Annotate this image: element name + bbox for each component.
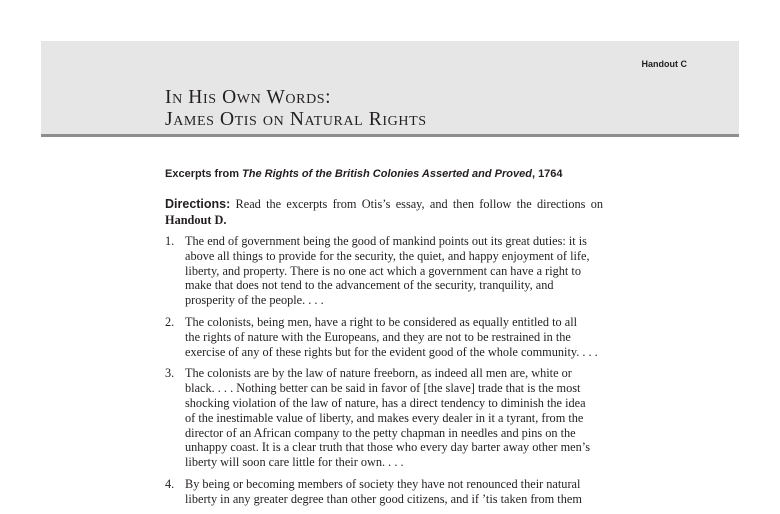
excerpt-line: The colonists are by the law of nature freeborn, as indeed all men are, white or xyxy=(185,366,572,381)
excerpt-line: prosperity of the people. . . . xyxy=(185,293,324,308)
excerpt-line: unhappy coast. It is a clear truth that those who every day barter away other men’s xyxy=(185,440,590,455)
excerpt-item xyxy=(165,315,605,359)
excerpt-line: the rights of nature with the Europeans, and they are not to be restrained in the xyxy=(185,329,571,344)
excerpt-line: of the inestimable value of liberty, and makes every dealer in it a tyrant, from the xyxy=(185,410,584,425)
excerpt-line: liberty will soon care little for their own. . . . xyxy=(185,455,404,470)
excerpt-line: above all things to provide for the security, the quiet, and happy enjoyment of life, xyxy=(185,248,590,263)
source-line xyxy=(165,168,563,180)
excerpt-line: shocking violation of the law of nature, has a direct tendency to diminish the idea xyxy=(185,395,586,410)
header-rule xyxy=(41,134,739,137)
title-line-1: In His Own Words: xyxy=(165,87,332,108)
source-work-title: The Rights of the British Colonies Asserted and Proved xyxy=(242,168,532,180)
excerpt-line: The colonists, being men, have a right to be considered as equally entitled to all xyxy=(185,314,578,329)
excerpt-line: director of an African company to the petty chapman in needles and pins on the xyxy=(185,425,576,440)
excerpt-line: liberty, and property. There is no one act which a government can have a right to xyxy=(185,263,581,278)
page-title xyxy=(165,87,427,131)
excerpt-line: By being or becoming members of society they have not renounced their natural xyxy=(185,476,581,491)
excerpt-item xyxy=(165,477,605,507)
source-year: , 1764 xyxy=(531,168,563,180)
excerpt-number: 3. xyxy=(165,366,175,381)
title-line-2: James Otis on Natural Rights xyxy=(165,109,427,130)
excerpt-item xyxy=(165,366,605,470)
handout-label: Handout C xyxy=(641,59,687,69)
excerpt-number: 4. xyxy=(165,476,175,491)
directions-text: Read the excerpts from Otis’s essay, and then follow the directions on xyxy=(230,197,603,211)
excerpt-line: The end of government being the good of mankind points out its great duties: it is xyxy=(185,234,587,248)
excerpt-list xyxy=(165,234,605,514)
excerpt-item xyxy=(165,234,605,308)
directions-label: Directions: xyxy=(165,197,231,211)
excerpt-number: 2. xyxy=(165,314,175,329)
excerpt-number: 1. xyxy=(165,234,175,248)
source-prefix: Excerpts from xyxy=(165,168,243,180)
excerpt-line: exercise of any of these rights but for the evident good of the whole community. . . . xyxy=(185,344,598,359)
excerpt-line: black. . . . Nothing better can be said in favor of [the slave] trade that is the most xyxy=(185,381,581,396)
excerpt-line: make that does not tend to the advancement of the security, tranquility, and xyxy=(185,278,554,293)
directions xyxy=(165,196,603,228)
directions-handout: Handout D. xyxy=(165,213,227,227)
excerpt-line: liberty in any greater degree than other good citizens, and if ’tis taken from them xyxy=(185,491,582,506)
